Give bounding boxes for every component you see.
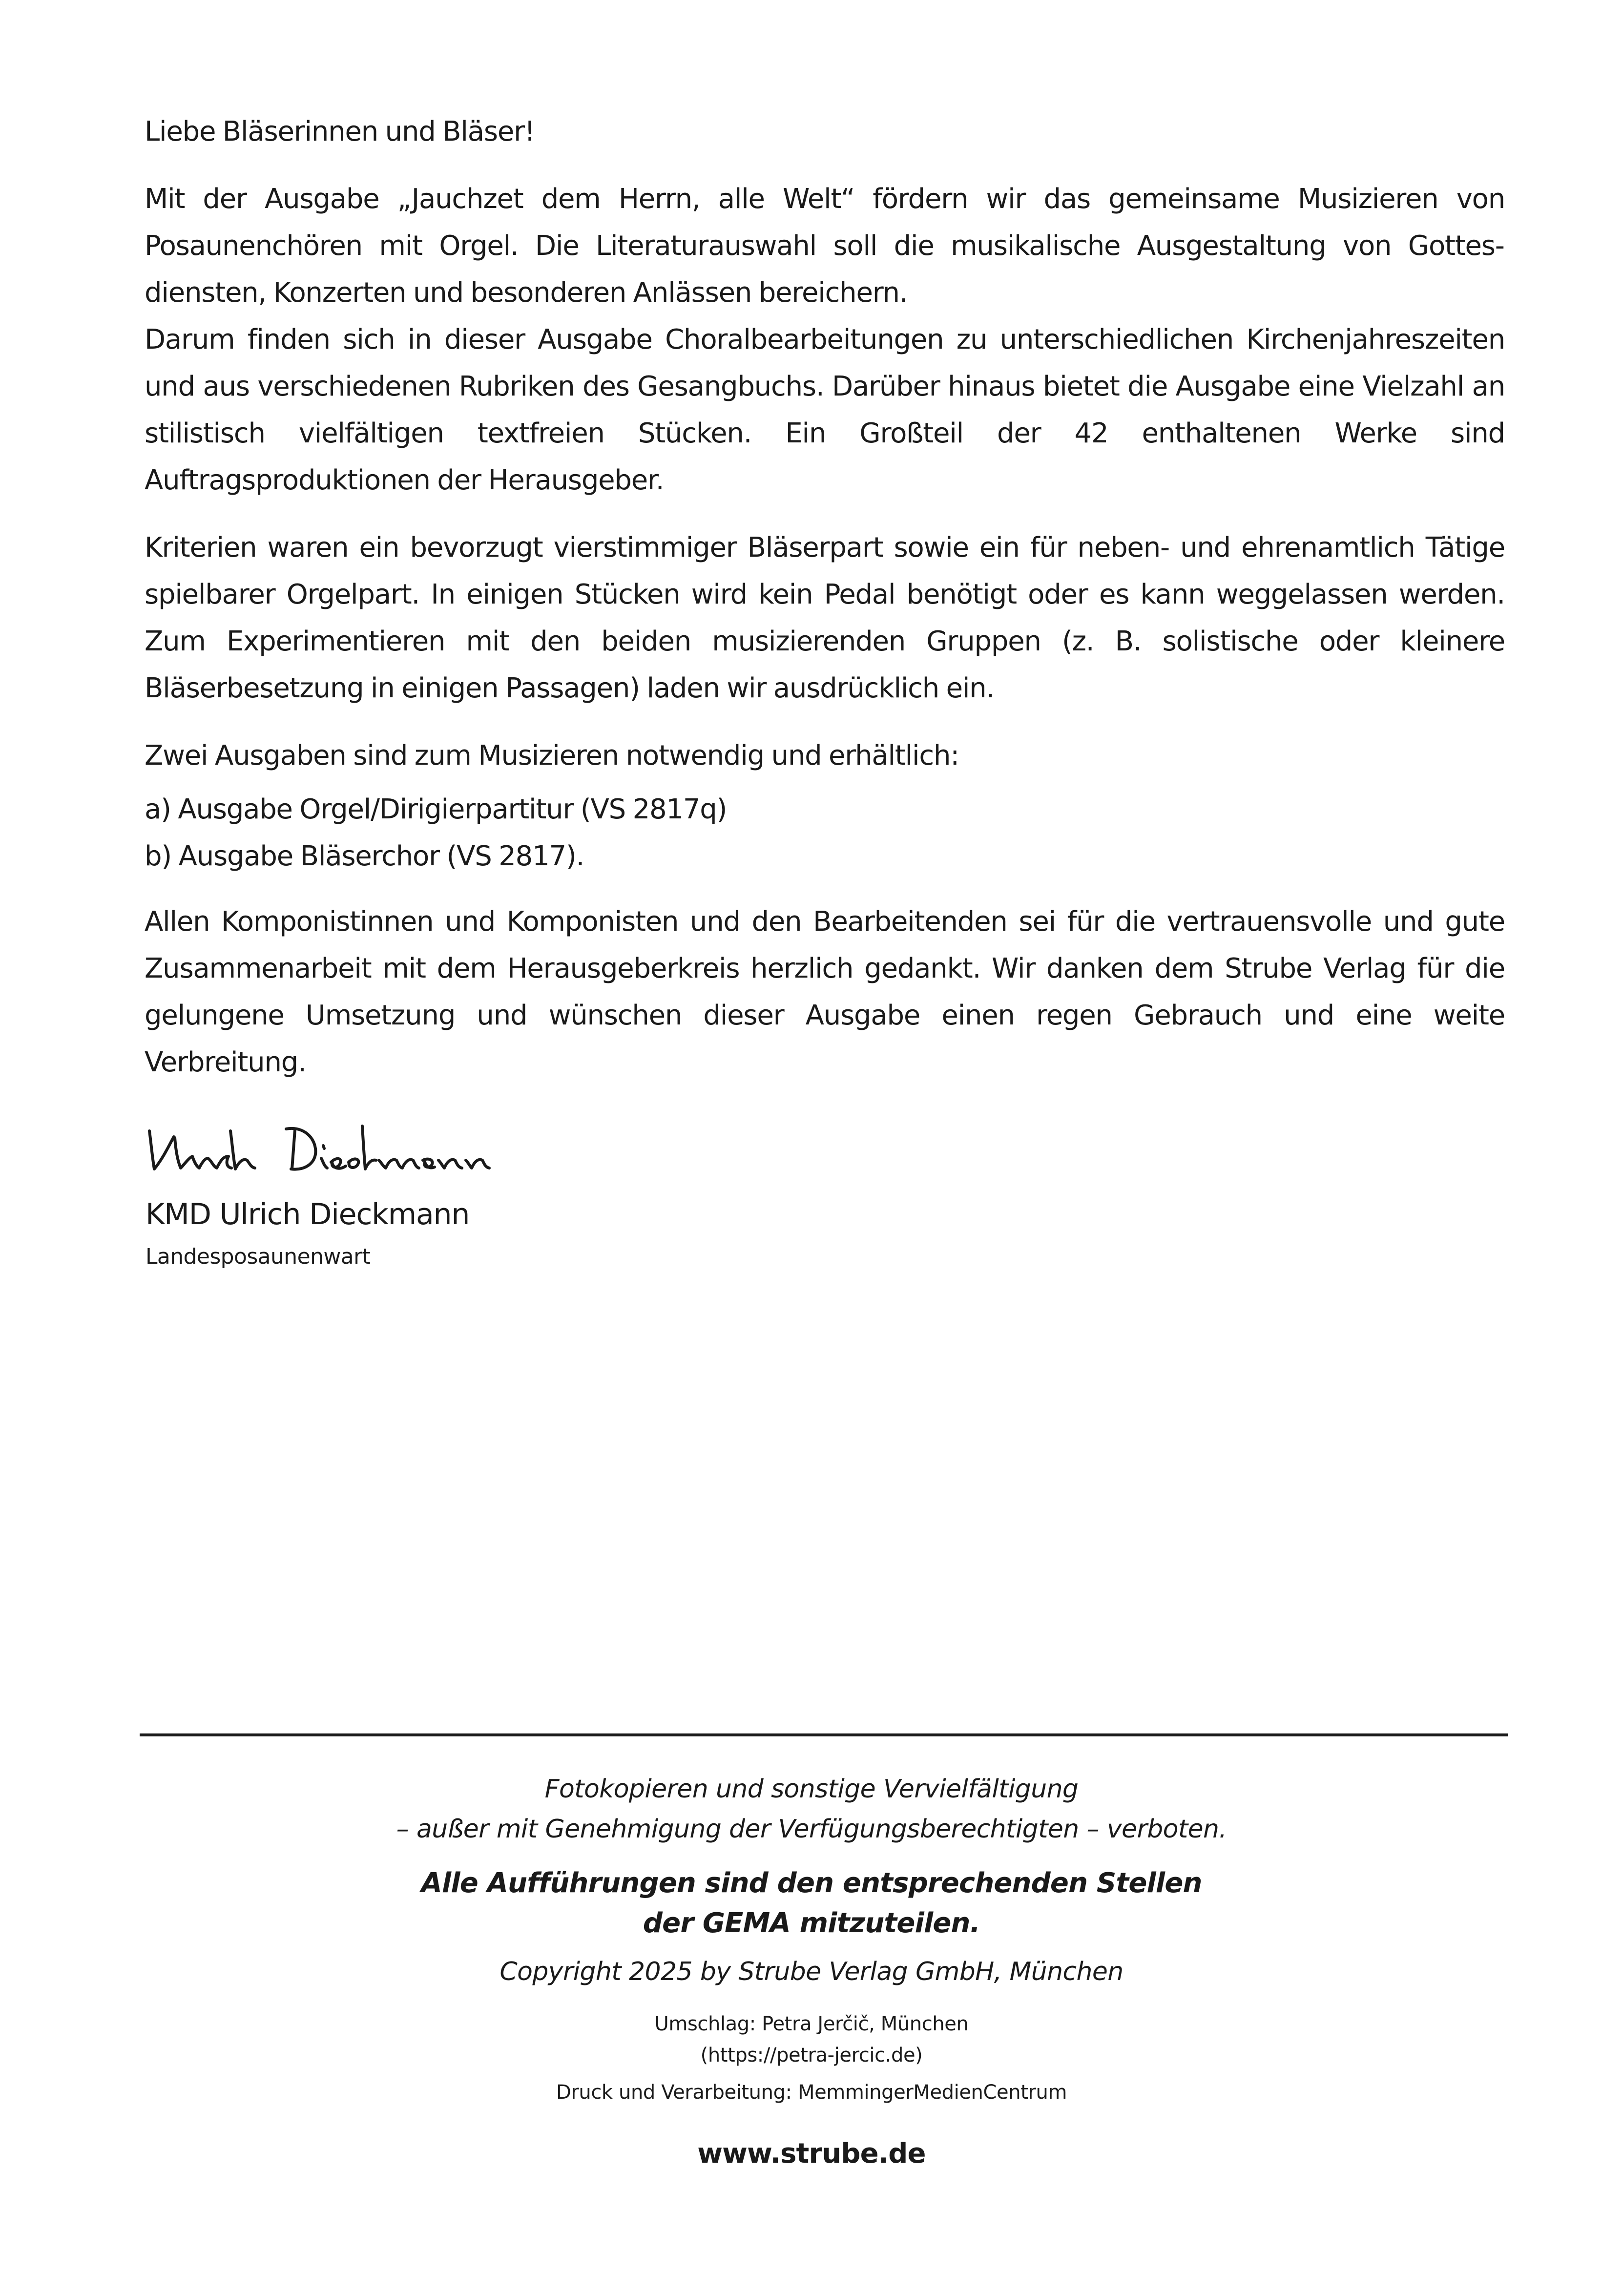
signatory-title: Landesposaunenwart — [146, 1244, 371, 1269]
letter-greeting-block — [145, 108, 1505, 155]
footer-divider — [140, 1733, 1508, 1736]
criteria-block — [145, 524, 1505, 712]
copyright-line: Copyright 2025 by Strube Verlag GmbH, München — [499, 1957, 1124, 1986]
cover-credit-url: (https://petra-jercic.de) — [700, 2044, 923, 2066]
content-paragraph: Darum finden sich in dieser Ausgabe Choralbearbeitungen zu unterschiedlichen Kirchenjahreszeiten und aus verschiedenen Rubriken des Gesangbuchs. Darüber hinaus bietet die Ausgabe eine Vielzahl an stilistisch vielfältigen textfreien Stücken. Ein Großteil der 42 enthaltenen Werke sind Auftragsproduktionen der Herausgeber. — [145, 324, 1505, 496]
signatory-name: KMD Ulrich Dieckmann — [146, 1197, 470, 1231]
publisher-website: www.strube.de — [697, 2138, 926, 2170]
copy-notice-line-2: – außer mit Genehmigung der Verfügungsberechtigten – verboten. — [396, 1815, 1227, 1844]
letter-greeting: Liebe Bläserinnen und Bläser! — [145, 116, 535, 147]
gema-notice-line-1: Alle Aufführungen sind den entsprechenden Stellen — [421, 1867, 1202, 1899]
intro-paragraph: Mit der Ausgabe „Jauchzet dem Herrn, alle Welt“ fördern wir das gemeinsame Musizieren von Posaunenchören mit Orgel. Die Literaturauswahl soll die musikalische Ausgestaltung von Gottesdiensten, Konzerten und besonderen Anlässen bereichern. — [145, 183, 1505, 309]
criteria-paragraph: Kriterien waren ein bevorzugt vierstimmiger Bläserpart sowie ein für neben- und ehrenamtlich Tätige spielbarer Orgelpart. In einigen Stücken wird kein Pedal benötigt oder es kann weggelassen werden. Zum Experimentieren mit den beiden musizierenden Gruppen (z. B. solistische oder kleinere Bläserbesetzung in einigen Passagen) laden wir ausdrücklich ein. — [145, 532, 1505, 704]
gema-notice-line-2: der GEMA mitzuteilen. — [643, 1907, 980, 1939]
cover-credit: Umschlag: Petra Jerčič, München — [654, 2013, 969, 2035]
edition-item-a: a) Ausgabe Orgel/Dirigierpartitur (VS 2817q) — [145, 793, 727, 825]
handwritten-signature — [140, 1111, 491, 1185]
editions-intro: Zwei Ausgaben sind zum Musizieren notwendig und erhältlich: — [145, 740, 959, 772]
intro-block — [145, 176, 1505, 504]
print-credit: Druck und Verarbeitung: MemmingerMedienCentrum — [556, 2081, 1067, 2104]
editions-block — [145, 732, 1505, 880]
thanks-paragraph: Allen Komponistinnen und Komponisten und den Bearbeitenden sei für die vertrauensvolle und gute Zusammenarbeit mit dem Herausgeberkreis herzlich gedankt. Wir danken dem Strube Verlag für die gelungene Umsetzung und wünschen dieser Ausgabe einen regen Gebrauch und eine weite Verbreitung. — [145, 906, 1505, 1078]
edition-item-b: b) Ausgabe Bläserchor (VS 2817). — [145, 840, 584, 872]
copy-notice-line-1: Fotokopieren und sonstige Vervielfältigung — [544, 1774, 1079, 1804]
thanks-block — [145, 898, 1505, 1086]
